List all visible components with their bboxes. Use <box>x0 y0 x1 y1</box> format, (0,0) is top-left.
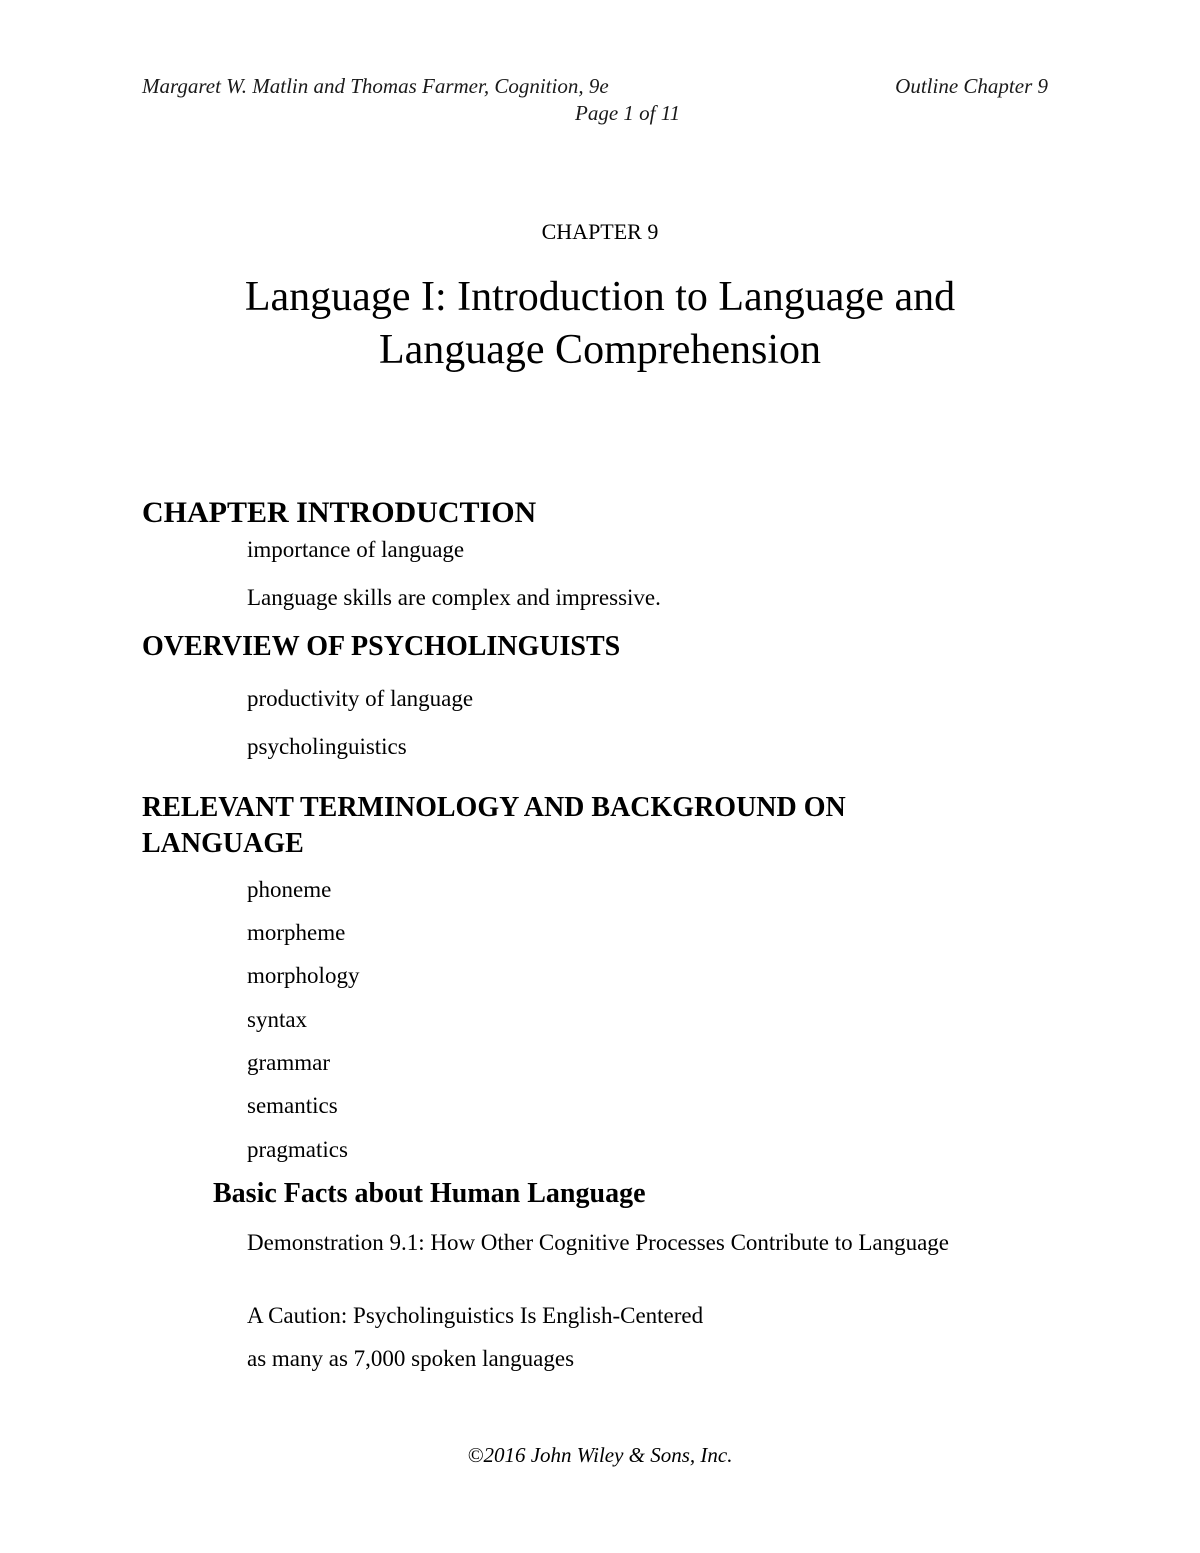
outline-item: pragmatics <box>247 1137 348 1162</box>
outline-item: productivity of language <box>247 686 474 711</box>
outline-item: morphology <box>247 963 360 988</box>
outline-item: grammar <box>247 1050 331 1075</box>
header-page-number: Page 1 of 11 <box>575 101 681 125</box>
outline-item: morpheme <box>247 920 346 945</box>
outline-item: A Caution: Psycholinguistics Is English-Centered <box>247 1303 704 1328</box>
header-outline-label: Outline Chapter 9 <box>895 74 1048 98</box>
chapter-title-line-1: Language I: Introduction to Language and <box>244 274 956 320</box>
subsection-heading-basic-facts: Basic Facts about Human Language <box>213 1178 646 1209</box>
outline-item: as many as 7,000 spoken languages <box>247 1346 575 1371</box>
outline-item: phoneme <box>247 877 332 902</box>
chapter-number: CHAPTER 9 <box>541 219 659 244</box>
header-citation: Margaret W. Matlin and Thomas Farmer, Cognition, 9e <box>142 74 609 98</box>
section-heading-overview: OVERVIEW OF PSYCHOLINGUISTS <box>142 631 621 662</box>
outline-item: Language skills are complex and impressive. <box>247 585 661 610</box>
outline-item: semantics <box>247 1093 338 1118</box>
section-heading-terminology: RELEVANT TERMINOLOGY AND BACKGROUND ON LANGUAGE <box>142 792 846 859</box>
footer-copyright: ©2016 John Wiley & Sons, Inc. <box>467 1443 733 1467</box>
outline-item: Demonstration 9.1: How Other Cognitive Processes Contribute to Language <box>247 1230 950 1255</box>
chapter-title-line-2: Language Comprehension <box>378 327 822 373</box>
outline-item: syntax <box>247 1007 308 1032</box>
section-heading-chapter-introduction: CHAPTER INTRODUCTION <box>142 496 537 529</box>
outline-item: importance of language <box>247 537 465 562</box>
outline-item: psycholinguistics <box>247 734 407 759</box>
